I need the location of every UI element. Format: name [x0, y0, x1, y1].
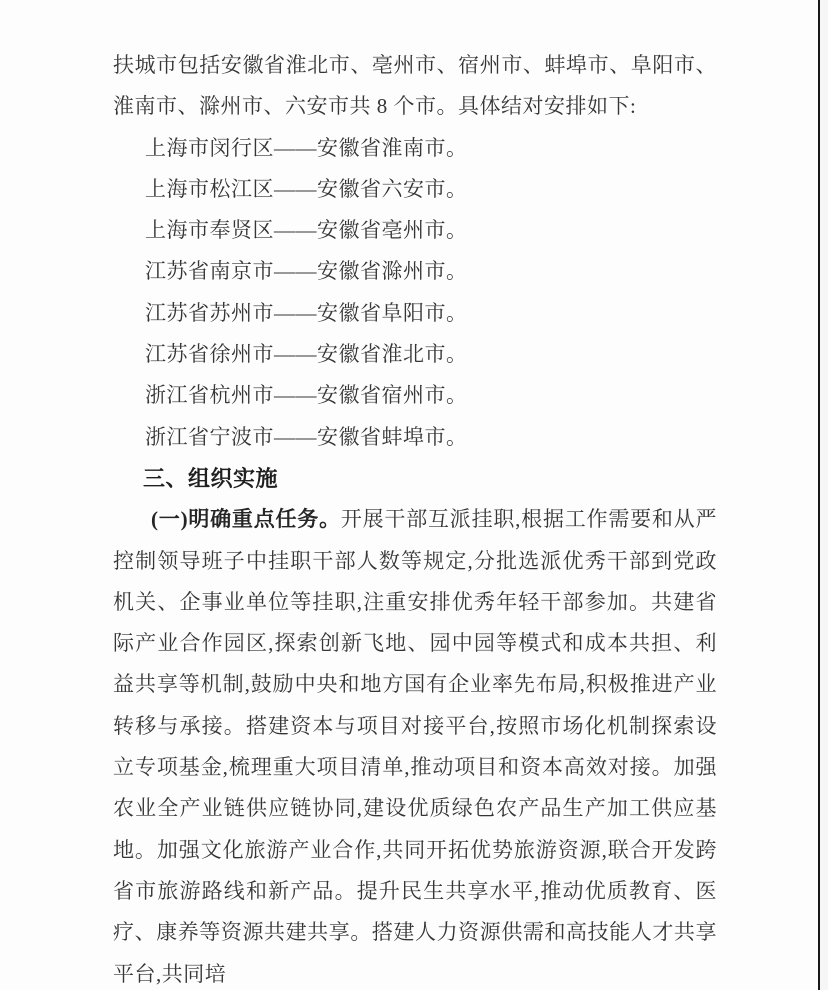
pairing-item: 上海市松江区——安徽省六安市。	[145, 176, 468, 201]
scan-edge-line	[818, 0, 820, 990]
intro-paragraph: 扶城市包括安徽省淮北市、亳州市、宿州市、蚌埠市、阜阳市、淮南市、滁州市、六安市共 8 个市。具体结对安排如下:	[113, 53, 717, 119]
pairing-item: 浙江省杭州市——安徽省宿州市。	[145, 383, 468, 408]
task-paragraph	[113, 499, 717, 990]
pairing-list	[113, 128, 717, 458]
pairing-item: 上海市闵行区——安徽省淮南市。	[145, 135, 468, 160]
pairing-item: 江苏省南京市——安徽省滁州市。	[145, 259, 468, 284]
paragraph-lead: (一)明确重点任务。	[151, 507, 341, 532]
page-content	[113, 45, 717, 990]
pairing-item: 江苏省苏州市——安徽省阜阳市。	[145, 300, 468, 325]
pairing-item: 浙江省宁波市——安徽省蚌埠市。	[145, 424, 468, 449]
section-heading: 三、组织实施	[143, 465, 279, 491]
pairing-item: 上海市奉贤区——安徽省亳州市。	[145, 218, 468, 243]
scan-right-margin	[820, 0, 828, 990]
paragraph-body: 开展干部互派挂职,根据工作需要和从严控制领导班子中挂职干部人数等规定,分批选派优秀干部到党政机关、企事业单位等挂职,注重安排优秀年轻干部参加。共建省际产业合作园区,探索创新飞地、园中园等模式和成本共担、利益共享等机制,鼓励中央和地方国有企业率先布局,积极推进产业转移与承接。搭建资本与项目对接平台,按照市场化机制探索设立专项基金,梳理重大项目清单,推动项目和资本高效对接。加强农业全产业链供应链协同,建设优质绿色农产品生产加工供应基地。加强文化旅游产业合作,共同开拓优势旅游资源,联合开发跨省市旅游路线和新产品。提升民生共享水平,推动优质教育、医疗、康养等资源共建共享。搭建人力资源供需和高技能人才共享平台,共同培	[113, 507, 717, 986]
pairing-item: 江苏省徐州市——安徽省淮北市。	[145, 342, 468, 367]
